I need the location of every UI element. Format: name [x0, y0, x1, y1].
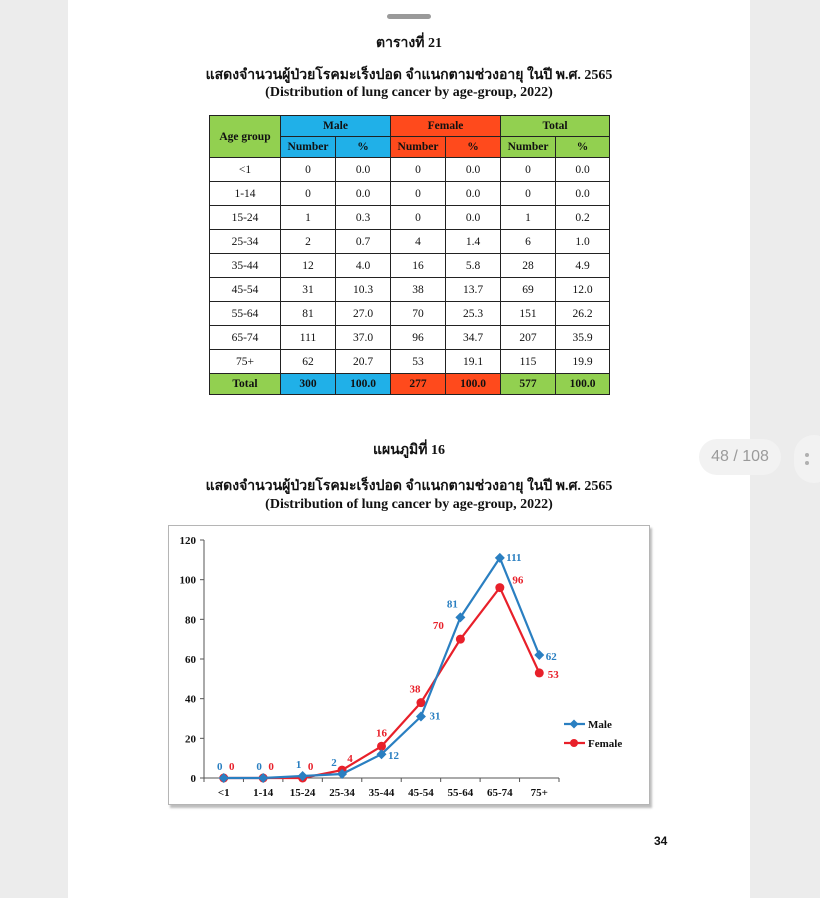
row-age-group: 75+	[210, 350, 281, 374]
table-row	[210, 158, 610, 182]
row-male-percent: 0.0	[336, 182, 391, 206]
row-female-number: 96	[391, 326, 446, 350]
row-male-percent: 37.0	[336, 326, 391, 350]
table-row-total	[210, 374, 610, 395]
row-total-number: 0	[501, 158, 556, 182]
total-label: Total	[210, 374, 281, 395]
data-label-female: 0	[307, 761, 314, 773]
row-male-number: 0	[281, 182, 336, 206]
figure-subtitle-th: แสดงจำนวนผู้ป่วยโรคมะเร็งปอด จำแนกตามช่วงอายุ ในปี พ.ศ. 2565	[205, 479, 613, 494]
row-total-percent: 4.9	[556, 254, 610, 278]
row-male-percent: 27.0	[336, 302, 391, 326]
row-female-percent: 0.0	[446, 182, 501, 206]
point-male	[219, 773, 229, 783]
point-female	[495, 583, 504, 592]
data-label-female: 0	[268, 761, 274, 773]
row-female-percent: 0.0	[446, 206, 501, 230]
legend-label-female: Female	[588, 738, 623, 750]
table-body	[210, 158, 610, 374]
row-female-percent: 0.0	[446, 158, 501, 182]
data-label-female: 96	[512, 574, 524, 587]
header-male: Male	[281, 116, 391, 137]
row-total-number: 1	[501, 206, 556, 230]
row-total-number: 28	[501, 254, 556, 278]
row-female-percent: 25.3	[446, 302, 501, 326]
header-male-percent: %	[336, 137, 391, 158]
row-female-number: 4	[391, 230, 446, 254]
table-row	[210, 254, 610, 278]
row-male-number: 31	[281, 278, 336, 302]
x-tick-label: 35-44	[368, 787, 395, 799]
row-male-number: 1	[281, 206, 336, 230]
data-label-female: 16	[376, 727, 387, 740]
header-female-percent: %	[446, 137, 501, 158]
y-tick-label: 0	[190, 773, 196, 785]
row-total-percent: 0.0	[556, 158, 610, 182]
row-male-percent: 20.7	[336, 350, 391, 374]
data-table	[209, 115, 610, 395]
x-tick-label: 65-74	[486, 787, 513, 799]
header-female-number: Number	[391, 137, 446, 158]
point-male	[258, 773, 268, 783]
header-total: Total	[501, 116, 610, 137]
row-female-number: 0	[391, 206, 446, 230]
row-age-group: 35-44	[210, 254, 281, 278]
data-label-male: 111	[506, 551, 522, 564]
row-male-percent: 10.3	[336, 278, 391, 302]
legend-label-male: Male	[588, 719, 612, 731]
figure-subtitle-en: (Distribution of lung cancer by age-group, 2022)	[265, 497, 553, 512]
y-tick-label: 100	[179, 574, 196, 587]
row-female-number: 0	[391, 182, 446, 206]
data-label-male: 31	[429, 710, 441, 723]
row-female-percent: 13.7	[446, 278, 501, 302]
table-subtitle-en: (Distribution of lung cancer by age-group, 2022)	[265, 85, 553, 100]
row-female-number: 0	[391, 158, 446, 182]
header-total-percent: %	[556, 137, 610, 158]
row-total-number: 207	[501, 326, 556, 350]
row-male-percent: 4.0	[336, 254, 391, 278]
data-label-female: 70	[432, 620, 444, 633]
table-row	[210, 326, 610, 350]
header-age-group: Age group	[210, 116, 281, 158]
row-age-group: 25-34	[210, 230, 281, 254]
drag-handle[interactable]	[387, 14, 431, 19]
point-female	[456, 635, 465, 644]
legend-marker-male	[570, 720, 579, 729]
row-female-number: 70	[391, 302, 446, 326]
data-label-male: 0	[216, 761, 223, 773]
total-total-percent: 100.0	[556, 374, 610, 395]
row-female-percent: 1.4	[446, 230, 501, 254]
table-row	[210, 278, 610, 302]
point-male	[534, 650, 544, 660]
x-tick-label: <1	[217, 787, 230, 799]
row-age-group: 1-14	[210, 182, 281, 206]
data-label-male: 62	[545, 651, 557, 664]
row-total-percent: 26.2	[556, 302, 610, 326]
table-row	[210, 350, 610, 374]
data-label-male: 2	[331, 757, 337, 770]
header-female: Female	[391, 116, 501, 137]
figure-title: แผนภูมิที่ 16	[373, 443, 445, 458]
point-female	[535, 668, 544, 677]
row-age-group: 65-74	[210, 326, 281, 350]
row-age-group: 15-24	[210, 206, 281, 230]
total-female-number: 277	[391, 374, 446, 395]
table-subtitle-th: แสดงจำนวนผู้ป่วยโรคมะเร็งปอด จำแนกตามช่วงอายุ ในปี พ.ศ. 2565	[205, 68, 613, 83]
total-total-number: 577	[501, 374, 556, 395]
page-counter: 48 / 108	[699, 439, 781, 475]
x-tick-label: 25-34	[329, 787, 355, 799]
data-label-female: 0	[228, 761, 235, 773]
x-tick-label: 1-14	[253, 787, 274, 799]
row-age-group: 45-54	[210, 278, 281, 302]
row-age-group: 55-64	[210, 302, 281, 326]
row-female-number: 53	[391, 350, 446, 374]
row-male-number: 2	[281, 230, 336, 254]
y-tick-label: 20	[185, 733, 196, 746]
total-female-percent: 100.0	[446, 374, 501, 395]
row-total-number: 69	[501, 278, 556, 302]
row-male-number: 62	[281, 350, 336, 374]
table-row	[210, 230, 610, 254]
page-number: 34	[654, 834, 668, 848]
row-total-percent: 0.0	[556, 182, 610, 206]
row-total-percent: 19.9	[556, 350, 610, 374]
table-row	[210, 302, 610, 326]
row-total-number: 151	[501, 302, 556, 326]
x-tick-label: 45-54	[408, 787, 434, 799]
row-total-number: 6	[501, 230, 556, 254]
chart-frame	[168, 525, 650, 805]
row-male-percent: 0.0	[336, 158, 391, 182]
line-chart	[169, 526, 649, 804]
data-label-female: 4	[347, 753, 353, 766]
row-female-number: 16	[391, 254, 446, 278]
y-tick-label: 40	[185, 693, 196, 706]
header-male-number: Number	[281, 137, 336, 158]
table-row	[210, 182, 610, 206]
y-tick-label: 60	[185, 654, 196, 666]
y-tick-label: 120	[179, 535, 196, 547]
row-age-group: <1	[210, 158, 281, 182]
row-male-number: 0	[281, 158, 336, 182]
total-male-number: 300	[281, 374, 336, 395]
row-male-percent: 0.7	[336, 230, 391, 254]
total-male-percent: 100.0	[336, 374, 391, 395]
row-female-percent: 19.1	[446, 350, 501, 374]
data-label-male: 81	[446, 598, 458, 611]
data-label-male: 0	[256, 761, 262, 773]
row-total-number: 0	[501, 182, 556, 206]
row-total-percent: 35.9	[556, 326, 610, 350]
scroll-handle[interactable]	[794, 435, 820, 483]
x-tick-label: 15-24	[289, 787, 316, 799]
row-female-percent: 34.7	[446, 326, 501, 350]
row-total-number: 115	[501, 350, 556, 374]
table-row	[210, 206, 610, 230]
data-label-female: 38	[409, 683, 421, 696]
row-male-number: 12	[281, 254, 336, 278]
row-female-number: 38	[391, 278, 446, 302]
row-total-percent: 1.0	[556, 230, 610, 254]
row-male-number: 111	[281, 326, 336, 350]
row-female-percent: 5.8	[446, 254, 501, 278]
data-label-male: 1	[295, 759, 302, 772]
header-total-number: Number	[501, 137, 556, 158]
legend-marker-female	[570, 739, 578, 747]
row-total-percent: 0.2	[556, 206, 610, 230]
row-total-percent: 12.0	[556, 278, 610, 302]
table-title: ตารางที่ 21	[376, 36, 442, 51]
x-tick-label: 55-64	[447, 787, 474, 799]
y-tick-label: 80	[185, 614, 196, 627]
data-label-female: 53	[547, 668, 559, 681]
row-male-number: 81	[281, 302, 336, 326]
x-tick-label: 75+	[530, 787, 548, 799]
row-male-percent: 0.3	[336, 206, 391, 230]
data-label-male: 12	[388, 750, 399, 763]
